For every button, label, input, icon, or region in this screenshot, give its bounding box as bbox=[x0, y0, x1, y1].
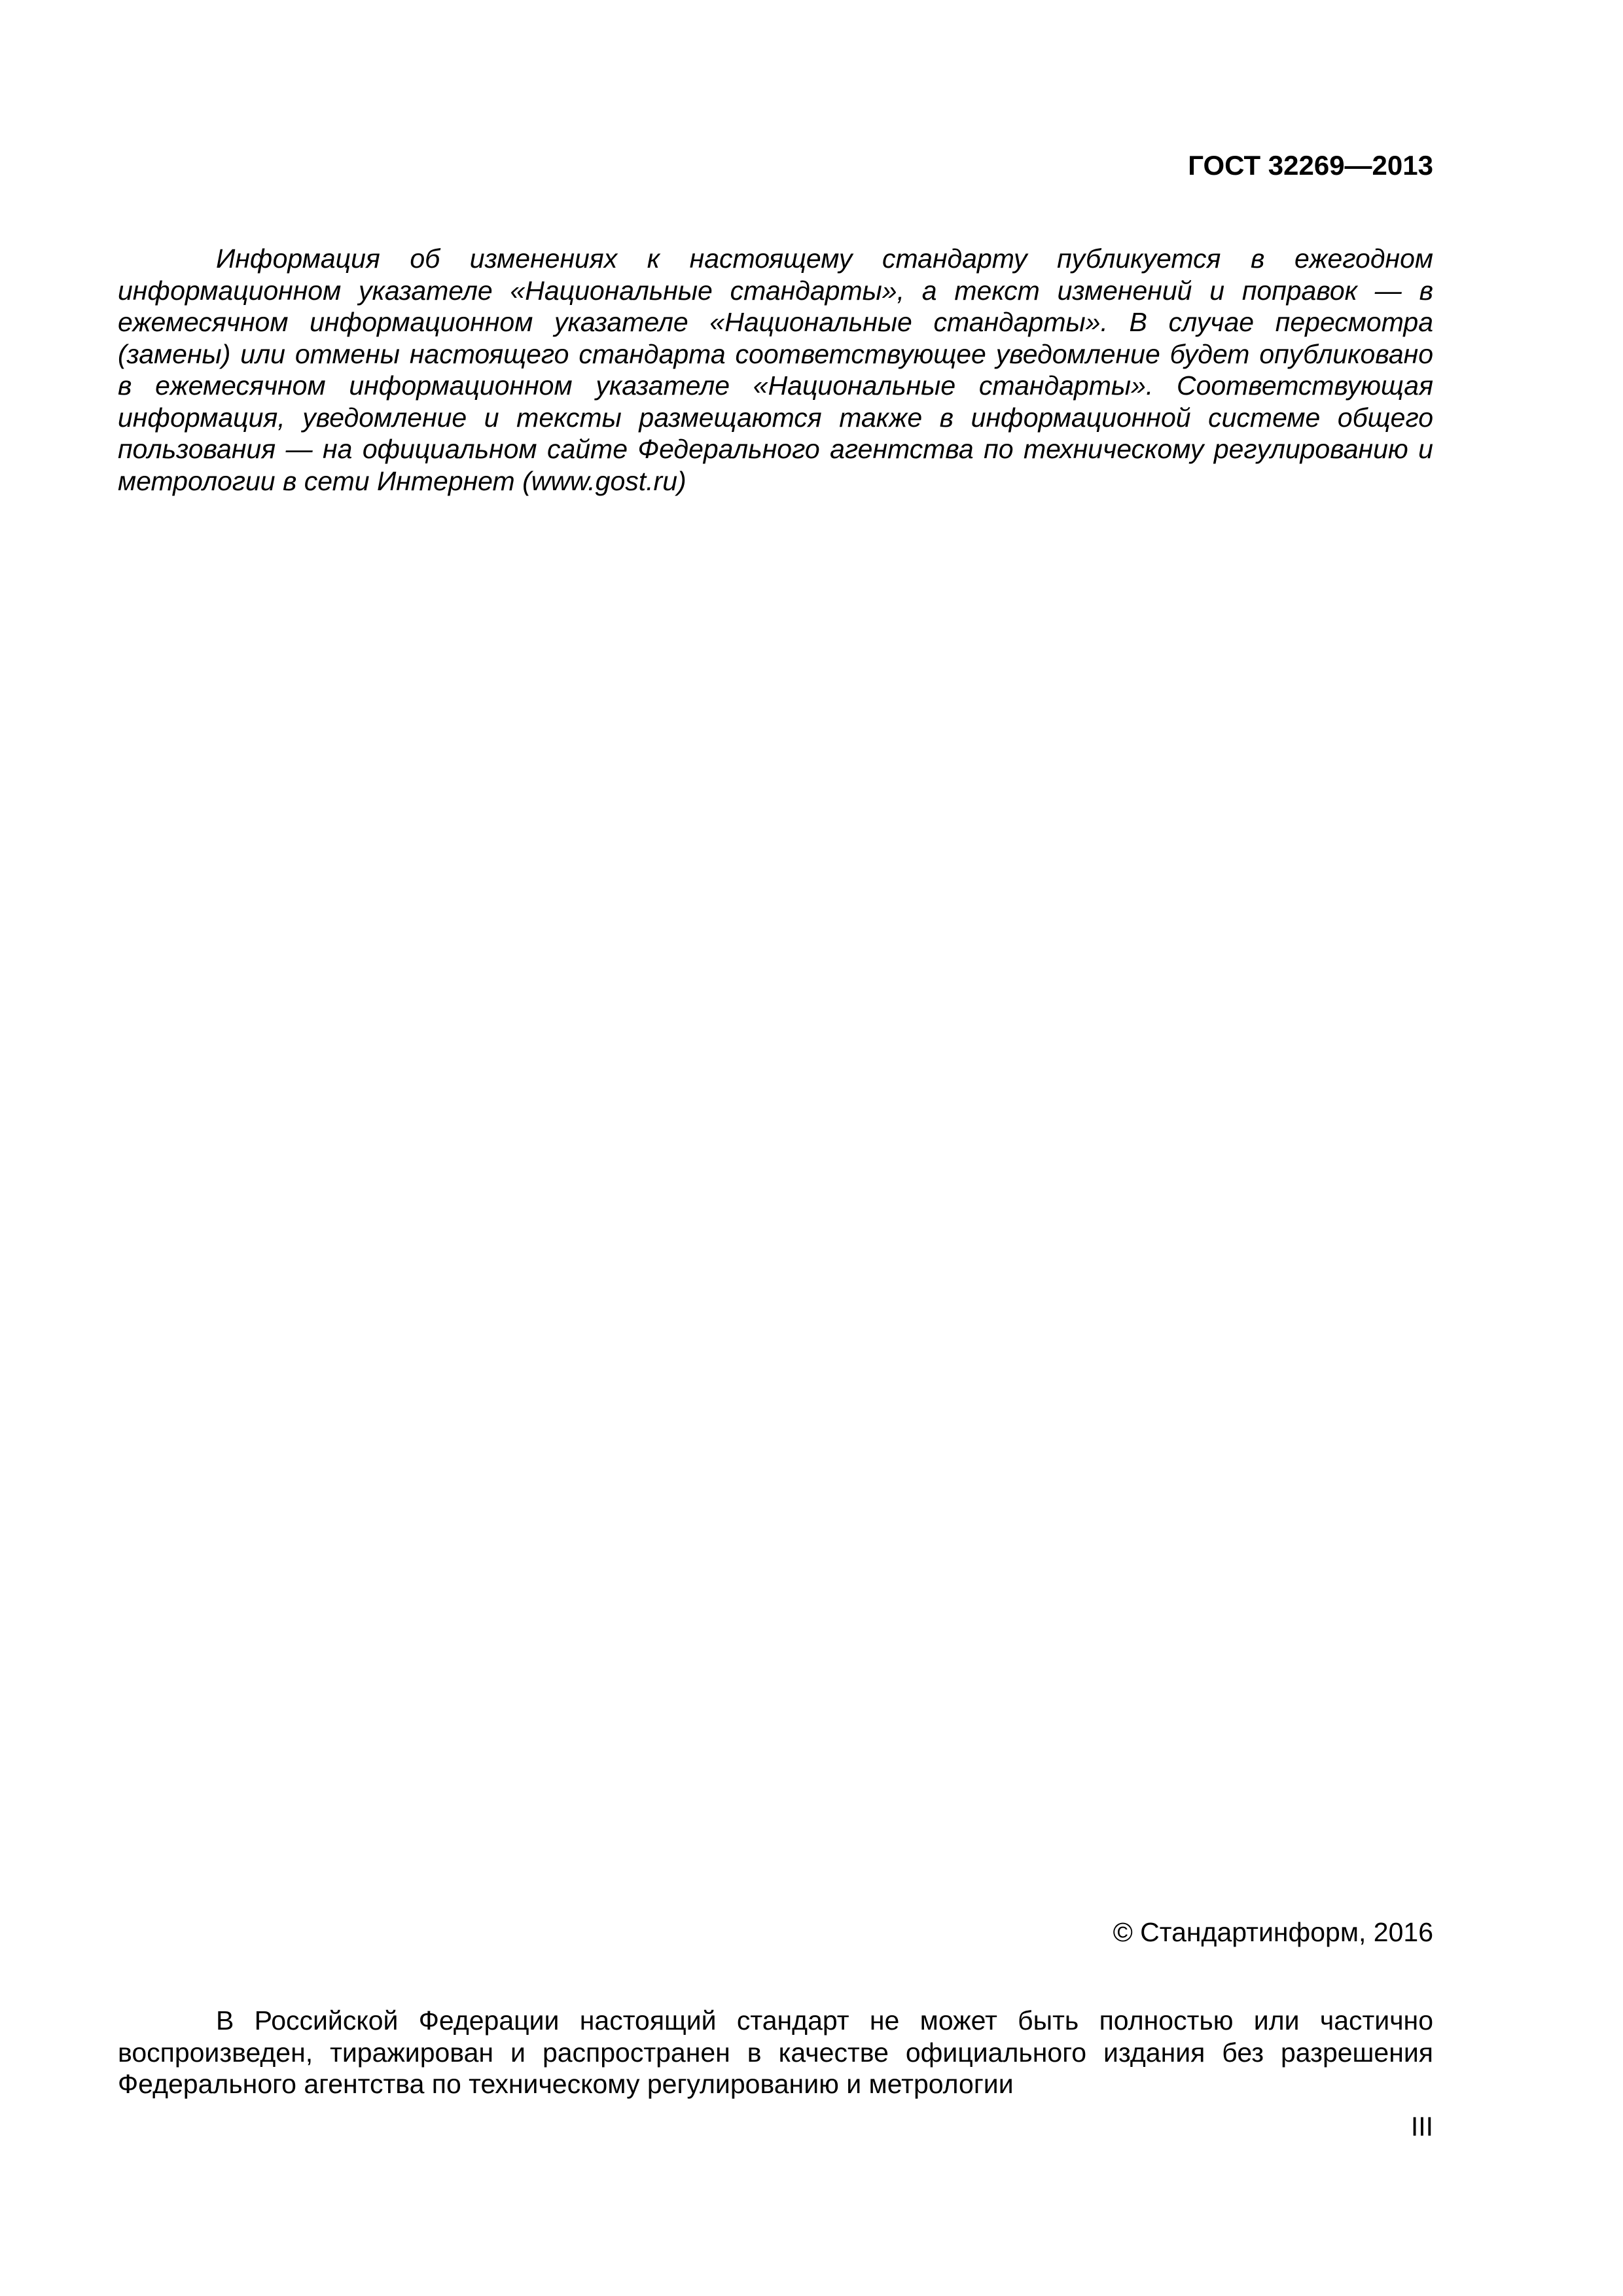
document-code-header: ГОСТ 32269—2013 bbox=[1188, 150, 1433, 181]
copyright-notice: © Стандартинформ, 2016 bbox=[1113, 1917, 1433, 1947]
reproduction-legal-notice: В Российской Федерации настоящий стандарт не может быть полностью или частично воспроизведен, тиражирован и распространен в качестве официального издания без разрешения Федерального агентства по техническому регулированию и метрологии bbox=[118, 2005, 1433, 2099]
page-number: III bbox=[1410, 2111, 1433, 2142]
amendments-info-paragraph: Информация об изменениях к настоящему стандарту публикуется в ежегодном информационном указателе «Национальные стандарты», а текст изменений и поправок — в ежемесячном информационном указателе «Национальные стандарты». В случае пересмотра (замены) или отмены настоящего стандарта соответствующее уведомление будет опубликовано в ежемесячном информационном указателе «Национальные стандарты». Соответствующая информация, уведомление и тексты размещаются также в информационной системе общего пользования — на официальном сайте Федерального агентства по техническому регулированию и метрологии в сети Интернет (www.gost.ru) bbox=[118, 243, 1433, 496]
